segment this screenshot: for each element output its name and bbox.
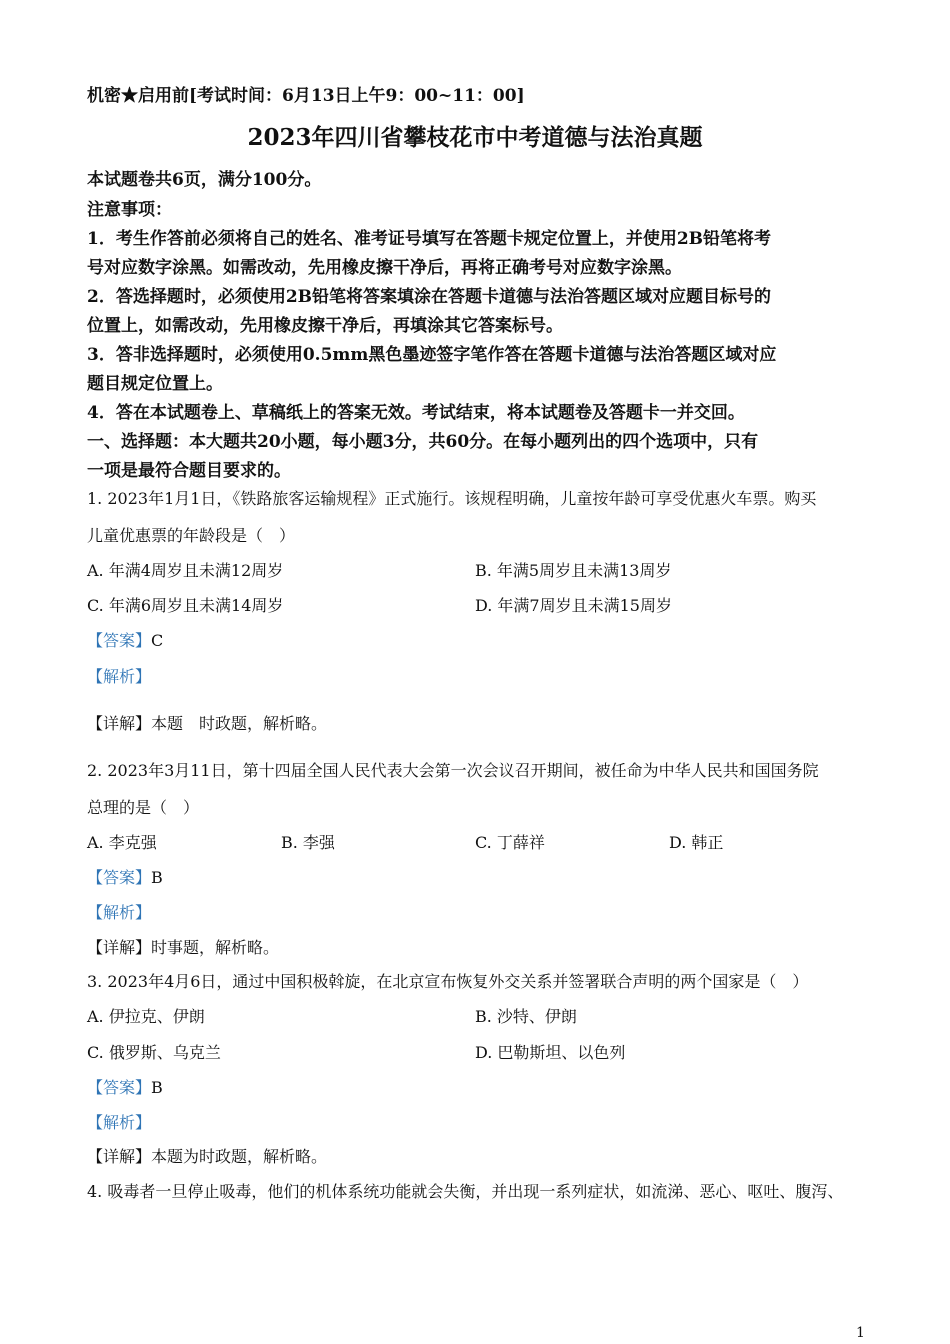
section-heading: 一项是最符合题目要求的。 <box>87 461 291 481</box>
question-2-stem: 2. 2023年3月11日，第十四届全国人民代表大会第一次会议召开期间，被任命为中华人民共和国国务院 <box>87 761 819 780</box>
notice-line: 题目规定位置上。 <box>87 374 223 394</box>
notice-line: 3．答非选择题时，必须使用0.5mm黑色墨迹签字笔作答在答题卡道德与法治答题区域对应 <box>87 345 777 365</box>
question-2-detail <box>87 935 279 958</box>
detail-label: 【详解】 <box>87 938 152 957</box>
notice-line: 2．答选择题时，必须使用2B铅笔将答案填涂在答题卡道德与法治答题区域对应题目标号的 <box>87 287 772 307</box>
detail-text: 本题为时政题，解析略。 <box>151 1147 328 1166</box>
question-1-detail <box>87 711 327 734</box>
page-title: 2023年四川省攀枝花市中考道德与法治真题 <box>247 124 703 151</box>
question-1-option-c: C. 年满6周岁且未满14周岁 <box>87 596 284 615</box>
question-1-answer <box>87 628 163 651</box>
question-1-option-d: D. 年满7周岁且未满15周岁 <box>475 596 672 615</box>
question-3-option-c: C. 俄罗斯、乌克兰 <box>87 1043 221 1062</box>
question-3-option-b: B. 沙特、伊朗 <box>475 1007 577 1026</box>
question-2-option-c: C. 丁薛祥 <box>475 833 545 852</box>
question-1-option-b: B. 年满5周岁且未满13周岁 <box>475 561 672 580</box>
question-3-detail <box>87 1144 327 1167</box>
notice-title: 注意事项： <box>87 200 172 220</box>
detail-label: 【详解】 <box>87 1147 152 1166</box>
answer-label: 【答案】 <box>87 1078 152 1097</box>
answer-value: C <box>151 631 164 650</box>
pages-score: 本试题卷共6页，满分100分。 <box>87 170 322 190</box>
notice-line: 1．考生作答前必须将自己的姓名、准考证号填写在答题卡规定位置上，并使用2B铅笔将考 <box>87 229 772 249</box>
question-3-stem: 3. 2023年4月6日，通过中国积极斡旋，在北京宣布恢复外交关系并签署联合声明的两个国家是（ ） <box>87 972 809 991</box>
answer-label: 【答案】 <box>87 868 152 887</box>
notice-line: 位置上，如需改动，先用橡皮擦干净后，再填涂其它答案标号。 <box>87 316 563 336</box>
answer-label: 【答案】 <box>87 631 152 650</box>
detail-text: 本题 时政题，解析略。 <box>151 714 328 733</box>
question-3-option-d: D. 巴勒斯坦、以色列 <box>475 1043 626 1062</box>
question-3-analysis: 【解析】 <box>87 1113 152 1132</box>
question-2-option-a: A. 李克强 <box>87 833 157 852</box>
question-1-stem: 儿童优惠票的年龄段是（ ） <box>87 526 296 545</box>
question-1-analysis: 【解析】 <box>87 667 152 686</box>
question-1-option-a: A. 年满4周岁且未满12周岁 <box>87 561 284 580</box>
question-3-answer <box>87 1075 163 1098</box>
question-2-stem: 总理的是（ ） <box>87 798 200 817</box>
notice-line: 4．答在本试题卷上、草稿纸上的答案无效。考试结束，将本试题卷及答题卡一并交回。 <box>87 403 745 423</box>
detail-label: 【详解】 <box>87 714 152 733</box>
page-number: 1 <box>856 1325 865 1341</box>
question-3-option-a: A. 伊拉克、伊朗 <box>87 1007 205 1026</box>
confidential-header: 机密★启用前[考试时间：6月13日上午9：00~11：00] <box>87 86 525 106</box>
question-2-option-b: B. 李强 <box>281 833 335 852</box>
answer-value: B <box>151 1078 163 1097</box>
question-2-analysis: 【解析】 <box>87 903 152 922</box>
detail-text: 时事题，解析略。 <box>151 938 280 957</box>
question-4-stem: 4. 吸毒者一旦停止吸毒，他们的机体系统功能就会失衡，并出现一系列症状，如流涕、恶心、呕吐、腹泻、 <box>87 1182 844 1201</box>
question-1-stem: 1. 2023年1月1日，《铁路旅客运输规程》正式施行。该规程明确，儿童按年龄可享受优惠火车票。购买 <box>87 489 817 508</box>
question-2-option-d: D. 韩正 <box>669 833 724 852</box>
answer-value: B <box>151 868 163 887</box>
notice-line: 号对应数字涂黑。如需改动，先用橡皮擦干净后，再将正确考号对应数字涂黑。 <box>87 258 682 278</box>
section-heading: 一、选择题：本大题共20小题，每小题3分，共60分。在每小题列出的四个选项中，只有 <box>87 432 759 452</box>
question-2-answer <box>87 865 163 888</box>
